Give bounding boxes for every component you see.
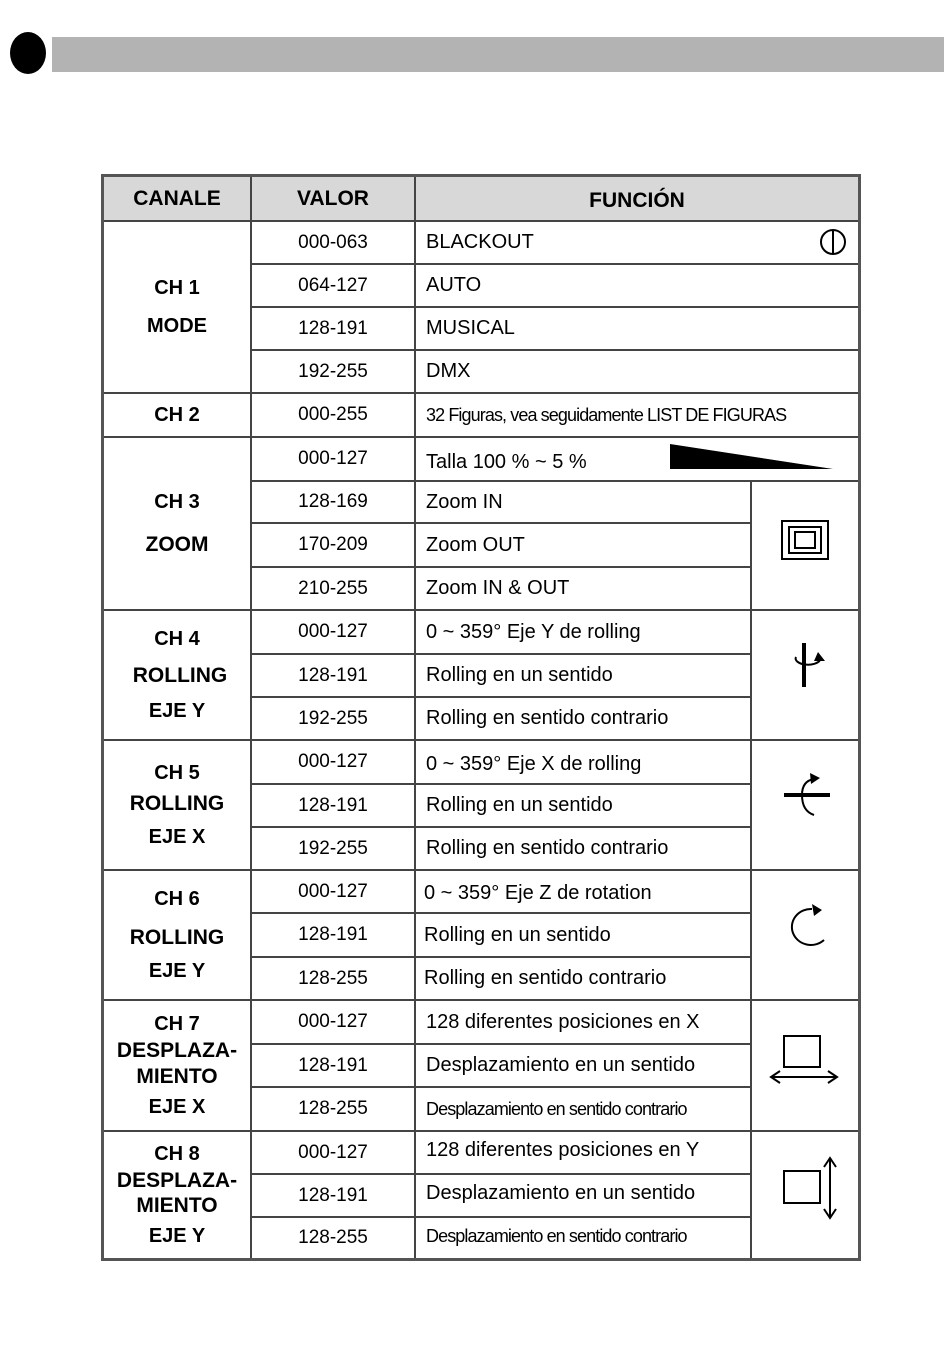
value-cell: 128-255 bbox=[298, 967, 368, 989]
function-cell: 0 ~ 359° Eje X de rolling bbox=[426, 752, 642, 775]
value-cell: 000-127 bbox=[298, 751, 368, 772]
shift-x-icon bbox=[768, 1033, 840, 1085]
function-cell: Rolling en sentido contrario bbox=[426, 707, 669, 729]
value-cell: 170-209 bbox=[298, 534, 368, 555]
channel-cell-ch5: CH 5 ROLLING EJE X bbox=[129, 762, 225, 848]
blackout-icon bbox=[818, 227, 848, 257]
header-function: FUNCIÓN bbox=[416, 177, 858, 220]
channel-cell-ch2: CH 2 bbox=[154, 404, 200, 426]
function-cell: 128 diferentes posiciones en X bbox=[426, 1010, 700, 1033]
function-cell: 128 diferentes posiciones en Y bbox=[426, 1139, 700, 1161]
channel-cell-ch6: CH 6 ROLLING EJE Y bbox=[129, 888, 225, 982]
function-cell: Zoom OUT bbox=[426, 533, 525, 556]
value-cell: 128-255 bbox=[298, 1098, 368, 1119]
value-cell: 128-191 bbox=[298, 664, 368, 686]
value-cell: 000-127 bbox=[298, 880, 368, 902]
value-cell: 128-191 bbox=[298, 924, 368, 945]
value-cell: 128-169 bbox=[298, 491, 368, 512]
function-cell: Talla 100 % ~ 5 % bbox=[426, 450, 587, 473]
header-channel: CANALE bbox=[104, 177, 250, 220]
value-cell: 192-255 bbox=[298, 837, 368, 859]
function-cell: 0 ~ 359° Eje Y de rolling bbox=[426, 620, 641, 643]
header-bullet bbox=[10, 32, 46, 74]
zoom-icon bbox=[780, 519, 832, 563]
value-cell: 128-255 bbox=[298, 1227, 368, 1248]
dmx-channel-table bbox=[101, 174, 861, 1261]
column-divider bbox=[414, 177, 416, 1258]
shift-y-icon bbox=[780, 1155, 842, 1221]
function-cell: Rolling en un sentido bbox=[426, 664, 613, 686]
function-cell: Zoom IN & OUT bbox=[426, 577, 570, 599]
value-cell: 000-063 bbox=[298, 231, 368, 253]
function-cell: 0 ~ 359° Eje Z de rotation bbox=[424, 882, 652, 904]
function-cell: Rolling en sentido contrario bbox=[426, 837, 669, 859]
header-value: VALOR bbox=[252, 177, 414, 220]
function-cell: Zoom IN bbox=[426, 490, 503, 513]
value-cell: 210-255 bbox=[298, 577, 368, 599]
value-cell: 000-127 bbox=[298, 448, 368, 469]
header-bar bbox=[52, 37, 944, 72]
function-cell: Desplazamiento en un sentido bbox=[426, 1054, 696, 1076]
value-cell: 128-191 bbox=[298, 1184, 368, 1206]
function-cell: Desplazamiento en sentido contrario bbox=[426, 1225, 687, 1246]
function-cell: MUSICAL bbox=[426, 317, 515, 339]
function-cell: Desplazamiento en un sentido bbox=[426, 1182, 696, 1204]
value-cell: 000-127 bbox=[298, 1011, 368, 1032]
size-ramp-icon bbox=[670, 442, 835, 472]
function-cell: Desplazamiento en sentido contrario bbox=[426, 1098, 687, 1119]
function-cell: DMX bbox=[426, 360, 471, 382]
value-cell: 128-191 bbox=[298, 317, 368, 339]
rotation-z-icon bbox=[778, 902, 830, 950]
function-cell: Rolling en sentido contrario bbox=[424, 967, 667, 989]
function-cell: Rolling en un sentido bbox=[426, 794, 613, 816]
value-cell: 064-127 bbox=[298, 274, 368, 296]
channel-cell-ch4: CH 4 ROLLING EJE Y bbox=[132, 628, 228, 722]
value-cell: 192-255 bbox=[298, 707, 368, 729]
channel-cell-ch7: CH 7 DESPLAZA- MIENTO EJE X bbox=[116, 1013, 238, 1118]
function-cell: Rolling en un sentido bbox=[424, 923, 611, 946]
value-cell: 000-127 bbox=[298, 621, 368, 642]
value-cell: 000-127 bbox=[298, 1141, 368, 1163]
function-cell: BLACKOUT bbox=[426, 231, 534, 253]
function-cell: AUTO bbox=[426, 274, 482, 296]
channel-cell-ch1: CH 1 MODE bbox=[147, 277, 207, 337]
channel-cell-ch3: CH 3 ZOOM bbox=[145, 490, 209, 556]
value-cell: 128-191 bbox=[298, 1054, 368, 1076]
rolling-y-axis-icon bbox=[782, 641, 832, 691]
function-cell: 32 Figuras, vea seguidamente LIST DE FIGURAS bbox=[426, 404, 787, 425]
value-cell: 000-255 bbox=[298, 404, 368, 425]
channel-cell-ch8: CH 8 DESPLAZA- MIENTO EJE Y bbox=[116, 1142, 238, 1248]
rolling-x-axis-icon bbox=[782, 769, 832, 821]
value-cell: 192-255 bbox=[298, 360, 368, 382]
value-cell: 128-191 bbox=[298, 794, 368, 816]
